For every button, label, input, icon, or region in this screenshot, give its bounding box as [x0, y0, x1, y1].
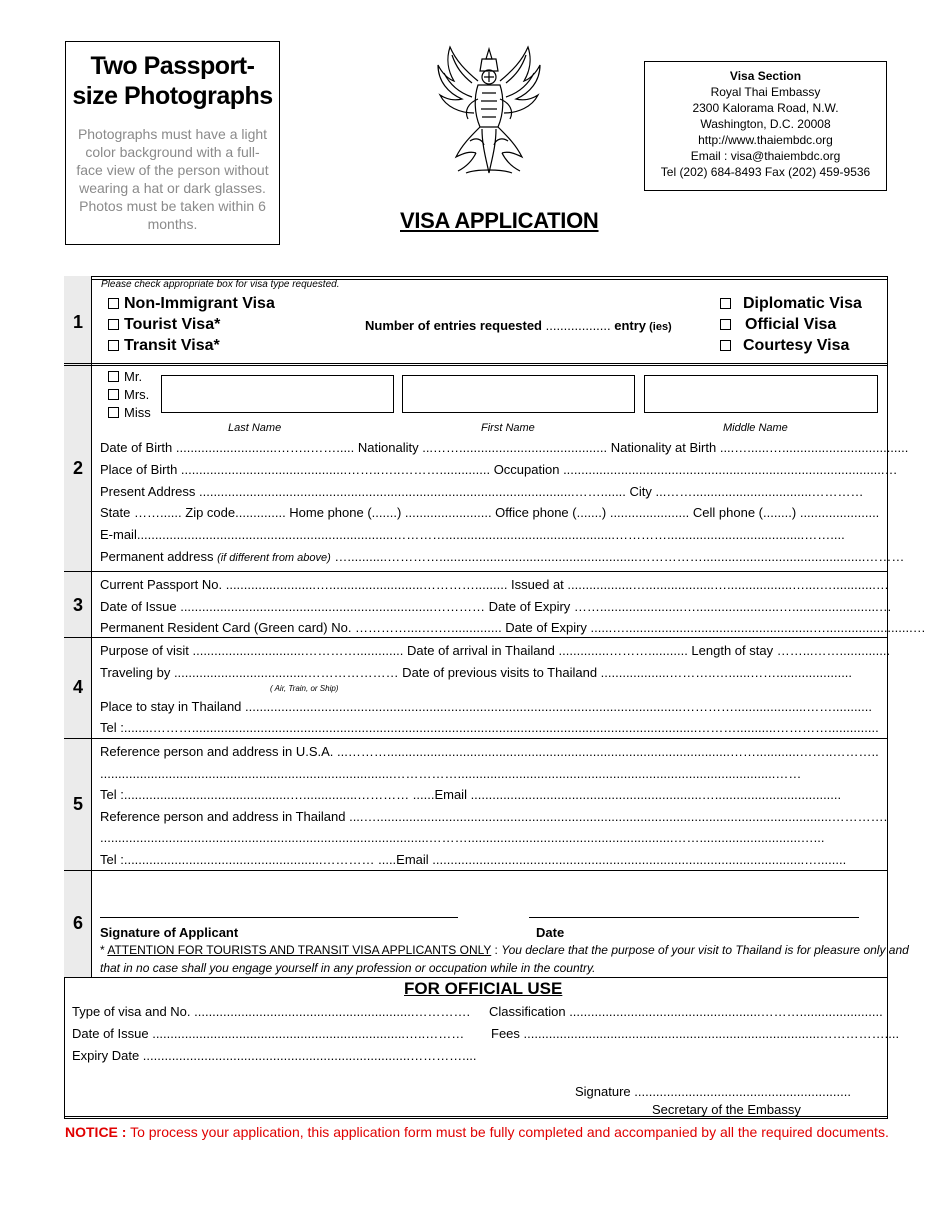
checkbox[interactable]	[108, 371, 119, 382]
middle-name-label: Middle Name	[723, 422, 788, 434]
section-number: 5	[72, 794, 83, 814]
attention-note	[100, 942, 909, 958]
secretary-label: Secretary of the Embassy	[652, 1102, 801, 1117]
embassy-phone: Tel (202) 684-8493 Fax (202) 459-9536	[660, 165, 871, 179]
signature-label: Signature of Applicant	[100, 925, 239, 940]
title-label: Mr.	[124, 369, 143, 384]
thailand-tel-line[interactable]: Tel :........………............................................................................................................................................………...........…………..............	[100, 720, 879, 735]
official-fees-line[interactable]: Fees ..................................................................................……………....	[491, 1026, 900, 1041]
embassy-line: Washington, D.C. 20008	[700, 117, 831, 131]
attention-colon: :	[491, 943, 502, 957]
option-label: Tourist Visa*	[124, 316, 221, 333]
section-divider	[64, 870, 888, 871]
option-courtesy-visa[interactable]	[720, 335, 849, 356]
perm-note: (if different from above)	[217, 552, 331, 564]
traveling-line[interactable]: Traveling by .....................................………………… Date of previous visits to Thailand ...................………..…......…….....................	[100, 665, 853, 680]
checkbox[interactable]	[108, 407, 119, 418]
perm-dots: …...........………….......................................................…………….............................................………	[330, 549, 905, 564]
official-classification-line[interactable]: Classification .....................................................……….......................	[489, 1004, 883, 1019]
embassy-info-box	[644, 61, 887, 191]
title-miss[interactable]	[108, 405, 151, 421]
signature-date-line[interactable]	[529, 917, 859, 918]
checkbox[interactable]	[108, 389, 119, 400]
section-number: 6	[72, 913, 83, 933]
section-divider	[64, 571, 888, 572]
declaration-line1: You declare that the purpose of your visit to Thailand is for pleasure only and	[501, 943, 909, 957]
option-label: Transit Visa*	[124, 337, 220, 354]
section-number: 1	[72, 312, 83, 332]
photo-title-line1: Two Passport-	[90, 52, 255, 80]
section-number: 2	[72, 458, 83, 478]
option-label: Diplomatic Visa	[743, 295, 862, 312]
place-to-stay-line[interactable]: Place to stay in Thailand .........................................................................................................................…………....................……...........	[100, 699, 873, 714]
section-number: 3	[72, 595, 83, 615]
reference-thailand-line[interactable]: Reference person and address in Thailand ....…..............................................................................................................................………….	[100, 809, 888, 824]
passport-line[interactable]: Current Passport No. .........................…..........................…………......... Issued at ..................…...................…..................…....…............…	[100, 577, 889, 592]
state-phone-line[interactable]: State ……...... Zip code.............. Home phone (.......) ........................ Office phone (.......) ...................... Cell phone (........) ......................	[100, 505, 880, 520]
reference-thailand-tel-email[interactable]: Tel :.......................................................………… .....Email .......................................................................................................…........	[100, 852, 847, 867]
checkbox[interactable]	[720, 340, 731, 351]
entries-requested-field[interactable]	[365, 318, 672, 335]
official-signature-line[interactable]: Signature ............................................................	[575, 1084, 851, 1099]
option-non-immigrant-visa[interactable]	[108, 293, 275, 314]
applicant-signature-line[interactable]	[100, 917, 458, 918]
declaration-line2: that in no case shall you engage yourself in any profession or occupation while in the country.	[100, 961, 596, 975]
garuda-emblem-icon	[426, 41, 552, 179]
permanent-address-line[interactable]	[100, 549, 904, 566]
entries-ies: (ies)	[646, 321, 672, 333]
middle-name-input[interactable]	[644, 375, 878, 413]
photo-placeholder-box	[65, 41, 280, 245]
purpose-line[interactable]: Purpose of visit ...............................…………............. Date of arrival in Thailand ..............………........... Length of stay ……...……..............	[100, 643, 891, 658]
embassy-heading: Visa Section	[729, 69, 802, 83]
option-transit-visa[interactable]	[108, 335, 220, 356]
notice-body: To process your application, this application form must be fully completed and accompanied by all the required documents.	[126, 1124, 889, 1140]
title-label: Miss	[124, 405, 151, 420]
reference-usa-continuation[interactable]: .................................................................................……………........................................................................................……	[100, 766, 802, 781]
embassy-line: 2300 Kalorama Road, N.W.	[692, 101, 839, 115]
title-label: Mrs.	[124, 387, 150, 402]
dob-nationality-line[interactable]: Date of Birth ............................……..……..... Nationality ...……......................................... Nationality at Birth ....…......…...................................	[100, 440, 909, 455]
option-diplomatic-visa[interactable]	[720, 293, 862, 314]
email-line[interactable]: E-mail.......................................................................…………...............................................…………......................................……....	[100, 527, 845, 542]
last-name-input[interactable]	[161, 375, 394, 413]
entries-entry: entry	[614, 318, 647, 333]
last-name-label: Last Name	[228, 422, 282, 434]
photo-title	[66, 51, 279, 111]
photo-note: Photographs must have a light color background with a full- face view of the person without wearing a hat or dark glasses. Photos must be taken within 6 months.	[76, 126, 269, 232]
reference-usa-line[interactable]: Reference person and address in U.S.A. ...………...............................................................................................……............……..………..	[100, 744, 879, 759]
visa-type-instruction: Please check appropriate box for visa type requested.	[101, 279, 340, 290]
official-visa-type-line[interactable]: Type of visa and No. .............................................................………….	[72, 1004, 471, 1019]
option-label: Courtesy Visa	[743, 337, 850, 354]
official-use-heading: FOR OFFICIAL USE	[404, 979, 563, 998]
place-of-birth-line[interactable]: Place of Birth ..............................................……..…..……….............. Occupation .........................................................................................…	[100, 462, 898, 477]
first-name-label: First Name	[481, 422, 535, 434]
travel-note: ( Air, Train, or Ship)	[270, 684, 339, 693]
entries-dots: ..................	[542, 318, 615, 333]
option-label: Official Visa	[745, 316, 837, 333]
green-card-line[interactable]: Permanent Resident Card (Green card) No. …………....….….............. Date of Expiry ......…....................................................…........................…	[100, 620, 926, 635]
embassy-email: Email : visa@thaiembdc.org	[690, 149, 841, 163]
section-divider	[64, 363, 888, 366]
checkbox[interactable]	[720, 319, 731, 330]
passport-issue-line[interactable]: Date of Issue ......................................................................………… Date of Expiry …….......................….......................…........................…	[100, 599, 892, 614]
checkbox[interactable]	[720, 298, 731, 309]
attention-heading: ATTENTION FOR TOURISTS AND TRANSIT VISA APPLICANTS ONLY	[107, 943, 492, 957]
attention-star: *	[100, 943, 108, 957]
embassy-line: Royal Thai Embassy	[710, 85, 821, 99]
reference-thailand-continuation[interactable]: ...........................................................................................……….........................................................……............................…...	[100, 830, 825, 845]
notice-label: NOTICE :	[65, 1124, 127, 1140]
page-title: VISA APPLICATION	[400, 208, 599, 233]
option-tourist-visa[interactable]	[108, 314, 220, 335]
title-mrs[interactable]	[108, 387, 149, 403]
checkbox[interactable]	[108, 319, 119, 330]
first-name-input[interactable]	[402, 375, 635, 413]
perm-label: Permanent address	[100, 549, 218, 564]
present-address-line[interactable]: Present Address ........................................................................................................……....... City ...…….................................…………	[100, 484, 864, 499]
notice-text	[65, 1124, 889, 1140]
entries-label: Number of entries requested	[365, 318, 542, 333]
checkbox[interactable]	[108, 340, 119, 351]
option-label: Non-Immigrant Visa	[124, 295, 275, 312]
official-issue-line[interactable]: Date of Issue ......................................................................…..………	[72, 1026, 465, 1041]
official-expiry-line[interactable]: Expiry Date ..........................................................................…………....	[72, 1048, 477, 1063]
section-divider	[64, 637, 888, 638]
photo-title-line2: size Photographs	[72, 82, 273, 110]
section-number: 4	[72, 677, 83, 697]
reference-usa-tel-email[interactable]: Tel :..............................................…...............………… ......Email ................................................................…...................................	[100, 787, 842, 802]
checkbox[interactable]	[108, 298, 119, 309]
title-mr[interactable]	[108, 369, 142, 385]
embassy-website: http://www.thaiembdc.org	[698, 133, 833, 147]
section-divider	[64, 738, 888, 739]
section-divider	[64, 977, 888, 978]
option-official-visa[interactable]	[720, 314, 836, 335]
date-label: Date	[536, 925, 565, 940]
